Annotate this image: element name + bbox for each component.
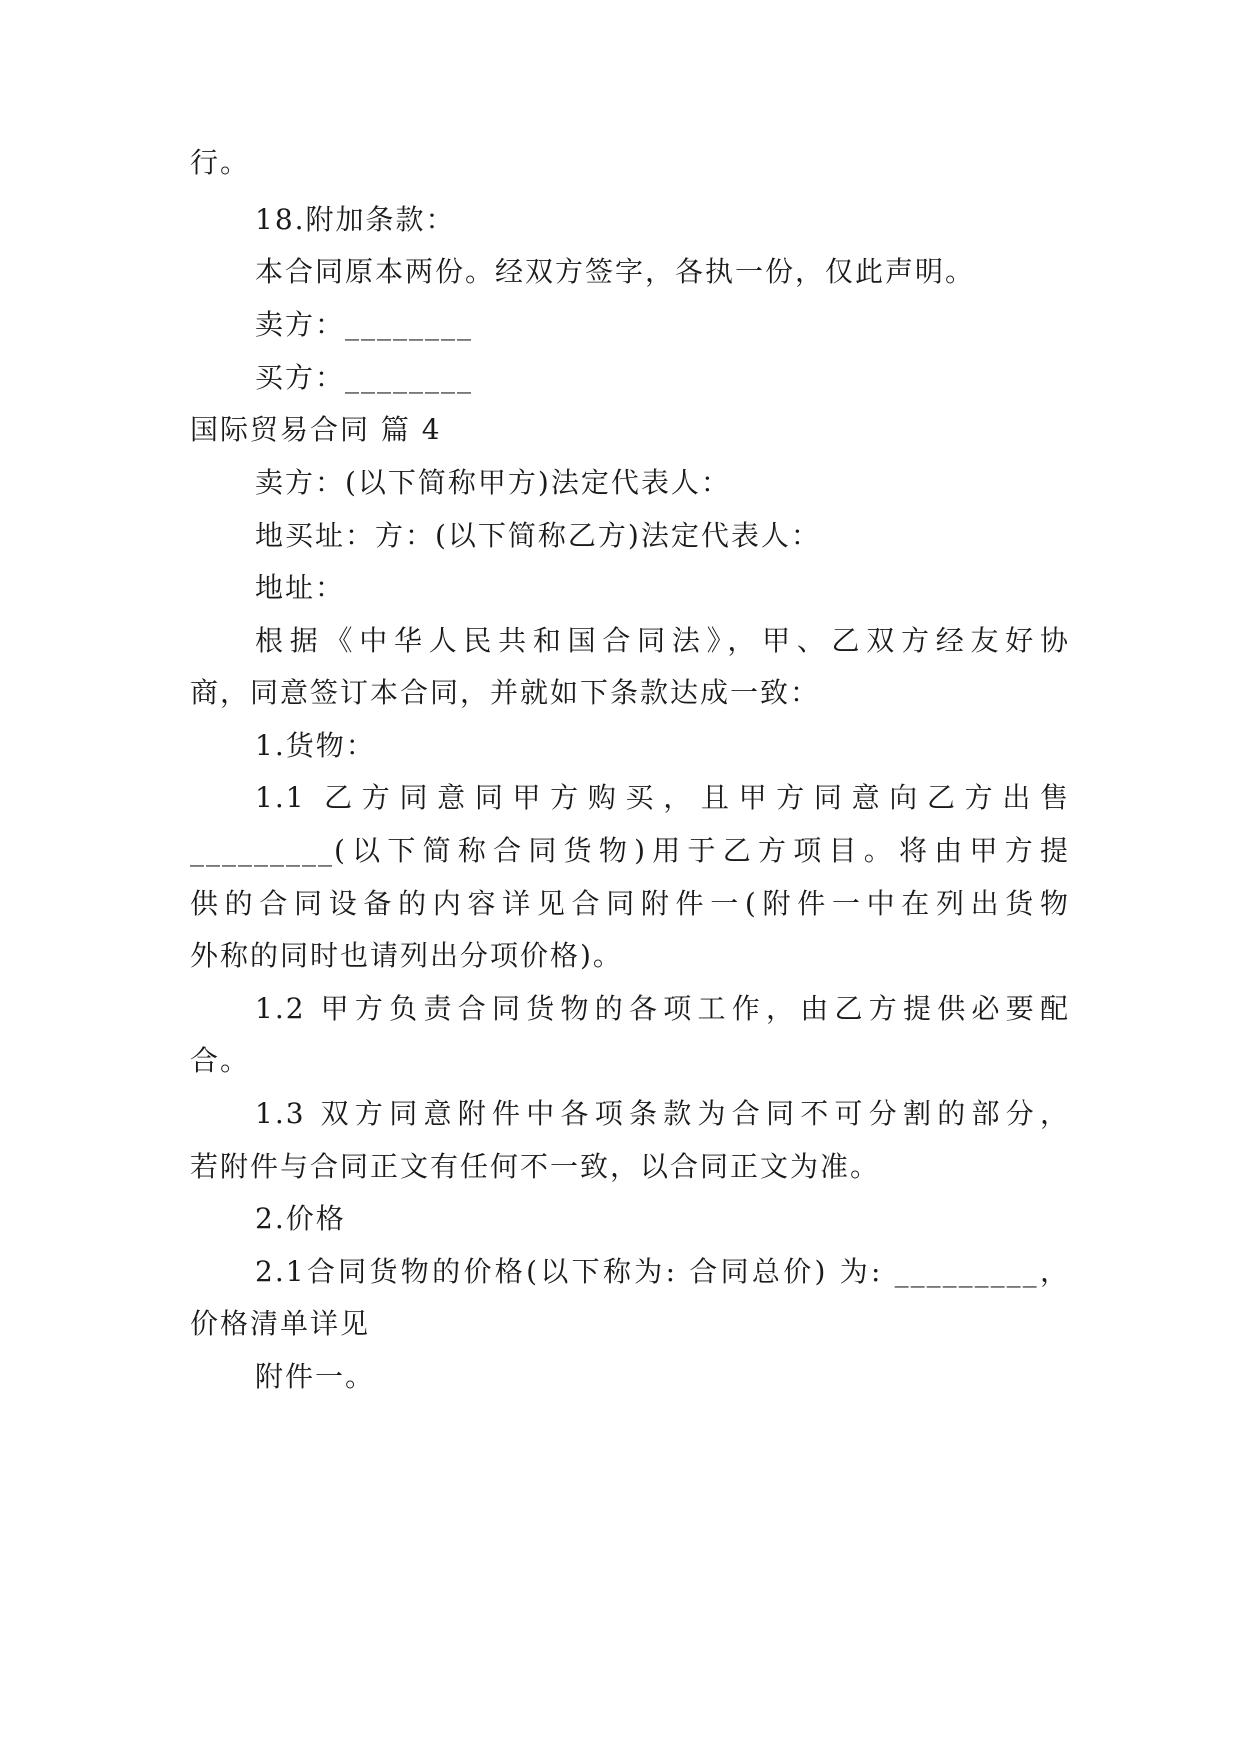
text-line: 1.3 双方同意附件中各项条款为合同不可分割的部分， xyxy=(255,1097,1070,1130)
text-line: 价格清单详见 xyxy=(190,1307,371,1340)
text-line: 合。 xyxy=(190,1044,251,1077)
text-line: 1.2 甲方负责合同货物的各项工作，由乙方提供必要配 xyxy=(255,992,1070,1025)
text-line: 卖方：(以下简称甲方)法定代表人： xyxy=(255,466,731,499)
text-line: 供的合同设备的内容详见合同附件一(附件一中在列出货物 xyxy=(190,887,1070,920)
text-line: 18.附加条款： xyxy=(255,203,456,236)
text-line: 2.价格 xyxy=(255,1202,346,1235)
signature-line-seller: 卖方：________ xyxy=(255,308,474,341)
text-line: 2.1合同货物的价格(以下称为: 合同总价) 为: _________， xyxy=(255,1255,1070,1288)
text-line: 地买址：方：(以下简称乙方)法定代表人： xyxy=(255,519,821,552)
signature-line-buyer: 买方：________ xyxy=(255,361,474,394)
section-heading: 国际贸易合同 篇 4 xyxy=(190,413,442,446)
text-line: 1.货物： xyxy=(255,729,376,762)
text-line: 商，同意签订本合同，并就如下条款达成一致： xyxy=(190,676,821,709)
text-line: 附件一。 xyxy=(255,1360,376,1393)
text-line: 本合同原本两份。经双方签字，各执一份，仅此声明。 xyxy=(255,255,976,288)
text-line: 若附件与合同正文有任何不一致，以合同正文为准。 xyxy=(190,1150,881,1183)
text-line: 外称的同时也请列出分项价格)。 xyxy=(190,939,623,972)
text-line: _________(以下简称合同货物)用于乙方项目。将由甲方提 xyxy=(190,834,1070,867)
text-line: 行。 xyxy=(190,146,251,179)
text-line: 根据《中华人民共和国合同法》，甲、乙双方经友好协 xyxy=(255,624,1070,657)
text-line: 1.1 乙方同意同甲方购买，且甲方同意向乙方出售 xyxy=(255,781,1070,814)
text-line: 地址： xyxy=(255,571,346,604)
